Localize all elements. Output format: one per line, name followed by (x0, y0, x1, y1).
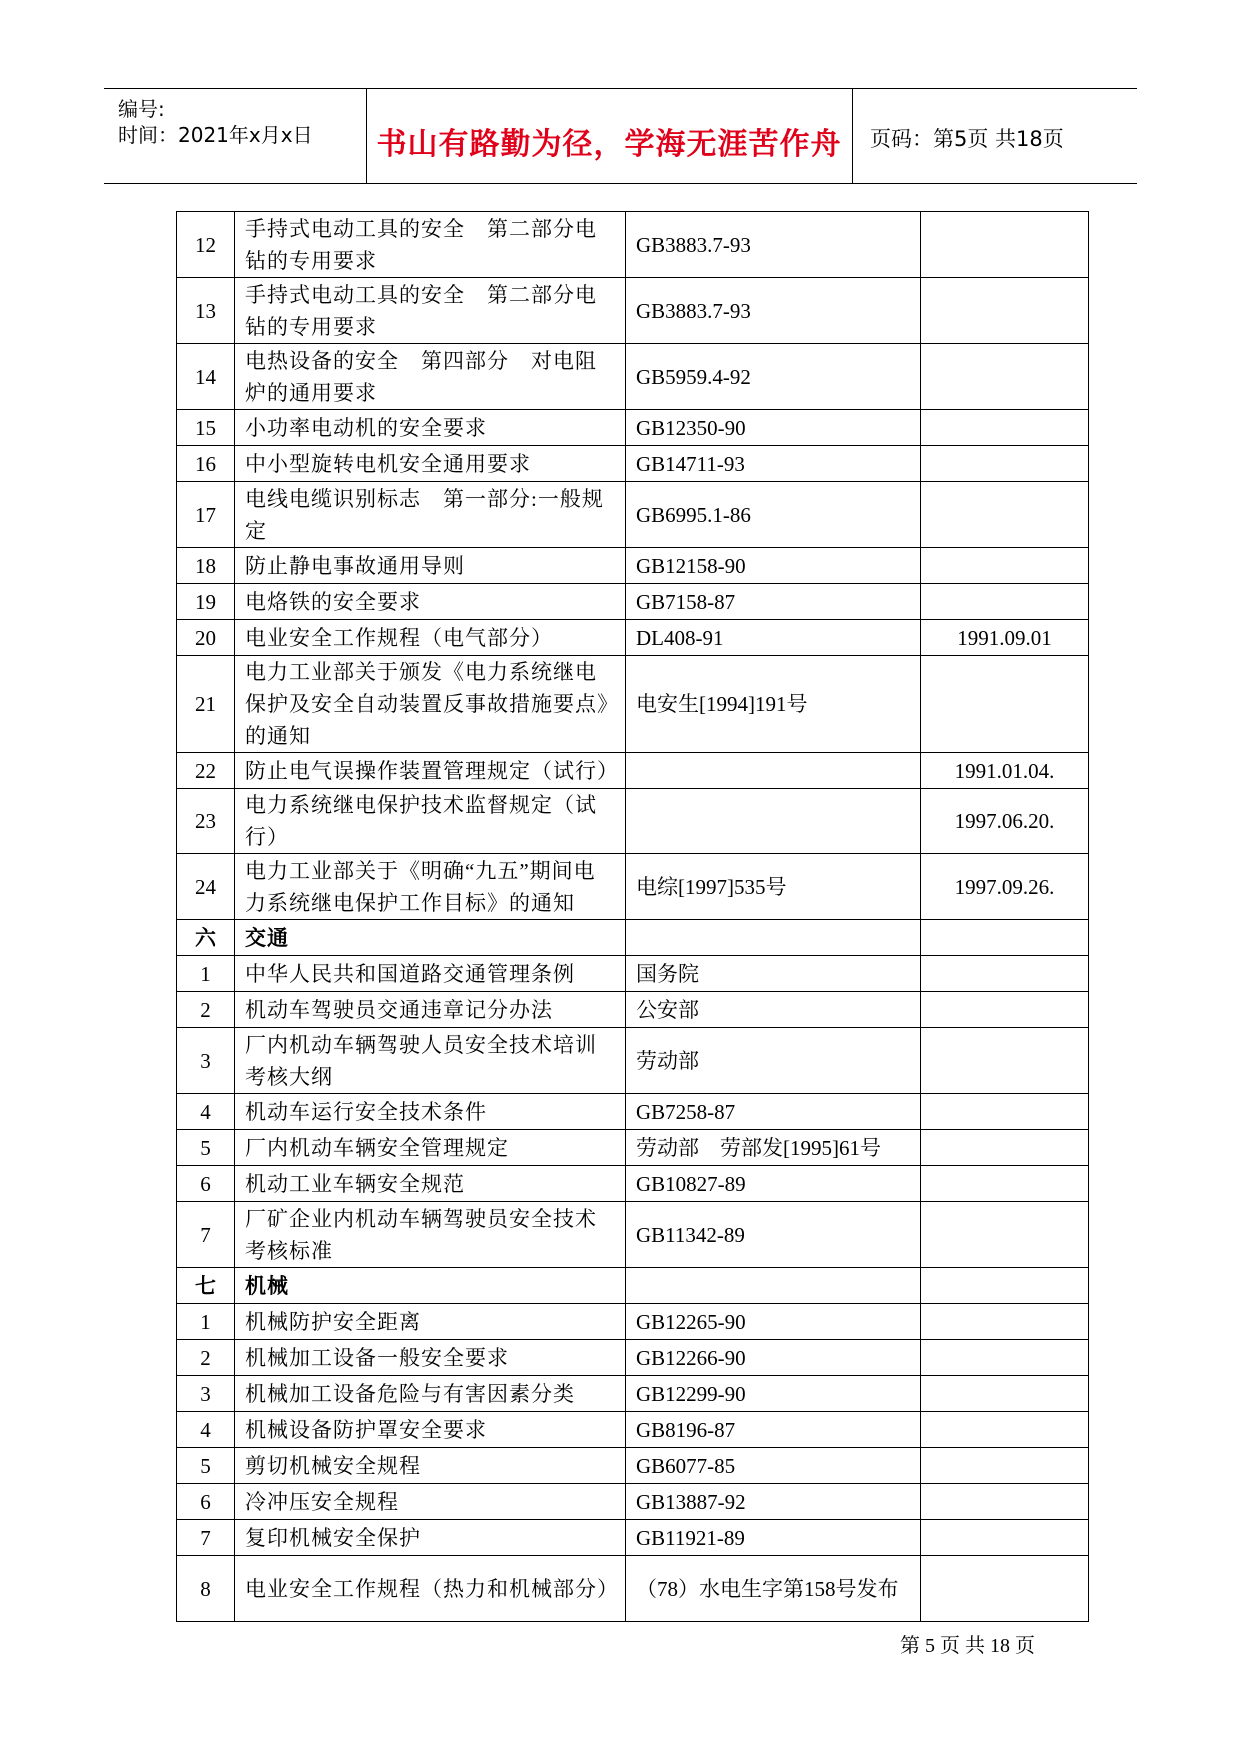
standard-name-cell: 电业安全工作规程（热力和机械部分） (235, 1556, 626, 1622)
row-number-cell: 18 (177, 548, 235, 584)
row-number-cell: 19 (177, 584, 235, 620)
effective-date-cell (921, 1556, 1089, 1622)
standard-code-cell: GB12299-90 (626, 1376, 921, 1412)
effective-date-cell (921, 1202, 1089, 1268)
effective-date-cell (921, 1304, 1089, 1340)
table-row (177, 1166, 1089, 1202)
standard-name-cell: 厂矿企业内机动车辆驾驶员安全技术考核标准 (235, 1202, 626, 1268)
row-number-cell: 8 (177, 1556, 235, 1622)
effective-date-cell (921, 446, 1089, 482)
effective-date-cell (921, 1094, 1089, 1130)
standard-code-cell: （78）水电生字第158号发布 (626, 1556, 921, 1622)
standard-code-cell: GB13887-92 (626, 1484, 921, 1520)
effective-date-cell: 1997.09.26. (921, 854, 1089, 920)
effective-date-cell (921, 1412, 1089, 1448)
table-row (177, 1202, 1089, 1268)
standard-name-cell: 电热设备的安全 第四部分 对电阻炉的通用要求 (235, 344, 626, 410)
standard-name-cell: 电业安全工作规程（电气部分） (235, 620, 626, 656)
table-row (177, 212, 1089, 278)
row-number-cell: 2 (177, 1340, 235, 1376)
standard-name-cell: 电线电缆识别标志 第一部分:一般规定 (235, 482, 626, 548)
row-number-cell: 7 (177, 1520, 235, 1556)
row-number-cell: 1 (177, 1304, 235, 1340)
standard-code-cell: GB6077-85 (626, 1448, 921, 1484)
header-page-label: 页码：第5页 共18页 (870, 127, 1064, 151)
effective-date-cell (921, 344, 1089, 410)
standard-code-cell: GB10827-89 (626, 1166, 921, 1202)
effective-date-cell: 1991.01.04. (921, 753, 1089, 789)
header-motto: 书山有路勤为径，学海无涯苦作舟 (376, 127, 842, 162)
table-row (177, 1094, 1089, 1130)
standard-name-cell: 剪切机械安全规程 (235, 1448, 626, 1484)
effective-date-cell (921, 920, 1089, 956)
row-number-cell: 七 (177, 1268, 235, 1304)
standard-code-cell: 公安部 (626, 992, 921, 1028)
row-number-cell: 17 (177, 482, 235, 548)
effective-date-cell (921, 1166, 1089, 1202)
effective-date-cell (921, 212, 1089, 278)
row-number-cell: 5 (177, 1448, 235, 1484)
table-row (177, 1412, 1089, 1448)
row-number-cell: 22 (177, 753, 235, 789)
table-row (177, 482, 1089, 548)
effective-date-cell (921, 584, 1089, 620)
document-time-label: 时间：2021年x月x日 (118, 123, 313, 147)
effective-date-cell (921, 956, 1089, 992)
standard-code-cell: GB7158-87 (626, 584, 921, 620)
table-row (177, 656, 1089, 753)
row-number-cell: 7 (177, 1202, 235, 1268)
effective-date-cell (921, 548, 1089, 584)
header-motto-cell (366, 89, 853, 183)
row-number-cell: 1 (177, 956, 235, 992)
standard-code-cell: 劳动部 (626, 1028, 921, 1094)
standard-code-cell: GB7258-87 (626, 1094, 921, 1130)
effective-date-cell (921, 410, 1089, 446)
table-row (177, 1556, 1089, 1622)
row-number-cell: 4 (177, 1412, 235, 1448)
row-number-cell: 3 (177, 1028, 235, 1094)
standard-code-cell: 劳动部 劳部发[1995]61号 (626, 1130, 921, 1166)
table-row (177, 344, 1089, 410)
standard-name-cell: 机械防护安全距离 (235, 1304, 626, 1340)
effective-date-cell (921, 1520, 1089, 1556)
table-row (177, 446, 1089, 482)
effective-date-cell (921, 1448, 1089, 1484)
table-row (177, 548, 1089, 584)
standards-table (176, 211, 1089, 1622)
table-row (177, 854, 1089, 920)
standard-name-cell: 小功率电动机的安全要求 (235, 410, 626, 446)
standard-code-cell (626, 920, 921, 956)
standard-name-cell: 电烙铁的安全要求 (235, 584, 626, 620)
section-header-row (177, 1268, 1089, 1304)
standard-code-cell: GB12350-90 (626, 410, 921, 446)
table-row (177, 753, 1089, 789)
effective-date-cell (921, 1028, 1089, 1094)
standard-code-cell: 国务院 (626, 956, 921, 992)
effective-date-cell (921, 1340, 1089, 1376)
effective-date-cell (921, 1130, 1089, 1166)
effective-date-cell (921, 278, 1089, 344)
page-header (104, 88, 1137, 184)
standard-name-cell: 机械加工设备危险与有害因素分类 (235, 1376, 626, 1412)
standard-name-cell: 机动车运行安全技术条件 (235, 1094, 626, 1130)
row-number-cell: 21 (177, 656, 235, 753)
standard-code-cell (626, 753, 921, 789)
standard-name-cell: 电力工业部关于《明确“九五”期间电力系统继电保护工作目标》的通知 (235, 854, 626, 920)
standard-name-cell: 机械 (235, 1268, 626, 1304)
row-number-cell: 6 (177, 1166, 235, 1202)
table-row (177, 1520, 1089, 1556)
table-row (177, 956, 1089, 992)
standard-code-cell (626, 789, 921, 854)
row-number-cell: 23 (177, 789, 235, 854)
effective-date-cell (921, 1484, 1089, 1520)
effective-date-cell (921, 1376, 1089, 1412)
table-row (177, 584, 1089, 620)
row-number-cell: 2 (177, 992, 235, 1028)
standard-code-cell (626, 1268, 921, 1304)
effective-date-cell (921, 482, 1089, 548)
effective-date-cell: 1991.09.01 (921, 620, 1089, 656)
row-number-cell: 13 (177, 278, 235, 344)
standard-name-cell: 厂内机动车辆安全管理规定 (235, 1130, 626, 1166)
standard-code-cell: 电安生[1994]191号 (626, 656, 921, 753)
table-row (177, 1304, 1089, 1340)
standard-code-cell: GB14711-93 (626, 446, 921, 482)
standard-code-cell: GB12265-90 (626, 1304, 921, 1340)
standard-code-cell: GB8196-87 (626, 1412, 921, 1448)
table-row (177, 992, 1089, 1028)
row-number-cell: 5 (177, 1130, 235, 1166)
row-number-cell: 16 (177, 446, 235, 482)
standard-name-cell: 机动车驾驶员交通违章记分办法 (235, 992, 626, 1028)
standard-code-cell: GB12158-90 (626, 548, 921, 584)
standard-code-cell: GB3883.7-93 (626, 278, 921, 344)
effective-date-cell (921, 992, 1089, 1028)
standard-code-cell: GB3883.7-93 (626, 212, 921, 278)
standard-name-cell: 手持式电动工具的安全 第二部分电钻的专用要求 (235, 278, 626, 344)
standard-code-cell: GB5959.4-92 (626, 344, 921, 410)
document-number-label: 编号: (118, 97, 165, 121)
row-number-cell: 24 (177, 854, 235, 920)
table-row (177, 410, 1089, 446)
row-number-cell: 15 (177, 410, 235, 446)
table-row (177, 1340, 1089, 1376)
effective-date-cell: 1997.06.20. (921, 789, 1089, 854)
row-number-cell: 3 (177, 1376, 235, 1412)
standard-code-cell: GB12266-90 (626, 1340, 921, 1376)
standard-code-cell: GB11921-89 (626, 1520, 921, 1556)
standard-name-cell: 厂内机动车辆驾驶人员安全技术培训考核大纲 (235, 1028, 626, 1094)
standard-name-cell: 防止静电事故通用导则 (235, 548, 626, 584)
standard-code-cell: DL408-91 (626, 620, 921, 656)
standard-name-cell: 机械设备防护罩安全要求 (235, 1412, 626, 1448)
row-number-cell: 4 (177, 1094, 235, 1130)
page-footer: 第 5 页 共 18 页 (900, 1635, 1035, 1657)
effective-date-cell (921, 1268, 1089, 1304)
standard-name-cell: 防止电气误操作装置管理规定（试行） (235, 753, 626, 789)
row-number-cell: 6 (177, 1484, 235, 1520)
row-number-cell: 14 (177, 344, 235, 410)
standard-name-cell: 电力系统继电保护技术监督规定（试行） (235, 789, 626, 854)
table-row (177, 789, 1089, 854)
standard-code-cell: GB11342-89 (626, 1202, 921, 1268)
row-number-cell: 20 (177, 620, 235, 656)
standard-name-cell: 中小型旋转电机安全通用要求 (235, 446, 626, 482)
table-row (177, 1028, 1089, 1094)
standard-name-cell: 交通 (235, 920, 626, 956)
standard-name-cell: 机动工业车辆安全规范 (235, 1166, 626, 1202)
row-number-cell: 六 (177, 920, 235, 956)
header-left-cell (104, 89, 367, 183)
effective-date-cell (921, 656, 1089, 753)
standard-code-cell: 电综[1997]535号 (626, 854, 921, 920)
table-row (177, 1130, 1089, 1166)
table-row (177, 1484, 1089, 1520)
row-number-cell: 12 (177, 212, 235, 278)
standard-name-cell: 中华人民共和国道路交通管理条例 (235, 956, 626, 992)
standard-name-cell: 复印机械安全保护 (235, 1520, 626, 1556)
standard-code-cell: GB6995.1-86 (626, 482, 921, 548)
section-header-row (177, 920, 1089, 956)
standard-name-cell: 电力工业部关于颁发《电力系统继电保护及安全自动装置反事故措施要点》的通知 (235, 656, 626, 753)
table-row (177, 620, 1089, 656)
standard-name-cell: 手持式电动工具的安全 第二部分电钻的专用要求 (235, 212, 626, 278)
standard-name-cell: 机械加工设备一般安全要求 (235, 1340, 626, 1376)
table-row (177, 1448, 1089, 1484)
table-row (177, 1376, 1089, 1412)
standard-name-cell: 冷冲压安全规程 (235, 1484, 626, 1520)
table-row (177, 278, 1089, 344)
